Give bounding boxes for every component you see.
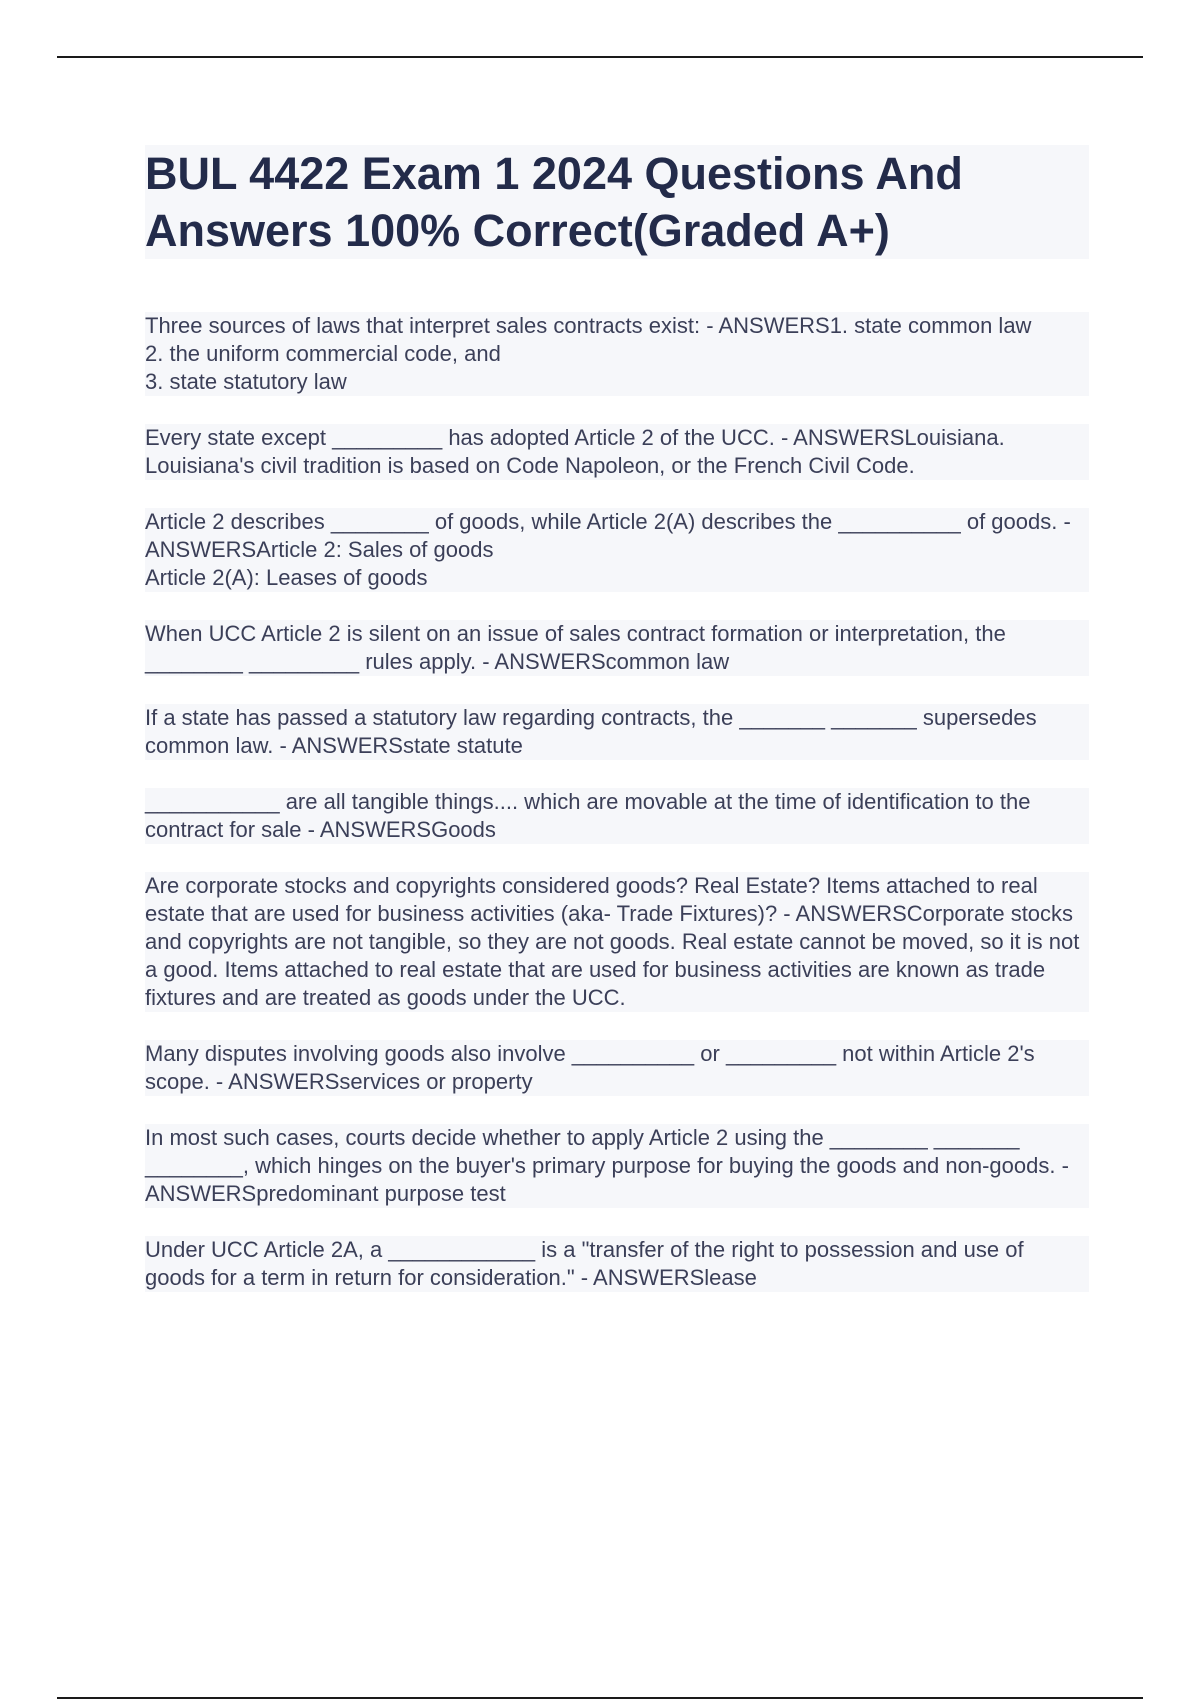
top-rule [57, 56, 1143, 58]
qa-list [145, 312, 1089, 1292]
qa-item-1: Three sources of laws that interpret sales contracts exist: - ANSWERS1. state common law 2. the uniform commercial code, and 3. state statutory law [145, 312, 1089, 396]
qa-item-8: Many disputes involving goods also involve __________ or _________ not within Article 2's scope. - ANSWERSservices or property [145, 1040, 1089, 1096]
qa-item-3: Article 2 describes ________ of goods, while Article 2(A) describes the __________ of goods. - ANSWERSArticle 2: Sales of goods Article 2(A): Leases of goods [145, 508, 1089, 592]
qa-item-7: Are corporate stocks and copyrights considered goods? Real Estate? Items attached to real estate that are used for business activities (aka- Trade Fixtures)? - ANSWERSCorporate stocks and copyrights are not tangible, so they are not goods. Real estate cannot be moved, so it is not a good. Items attached to real estate that are used for business activities are known as trade fixtures and are treated as goods under the UCC. [145, 872, 1089, 1012]
bottom-rule [57, 1697, 1143, 1699]
qa-item-4: When UCC Article 2 is silent on an issue of sales contract formation or interpretation, the ________ _________ rules apply. - ANSWERScommon law [145, 620, 1089, 676]
qa-item-9: In most such cases, courts decide whether to apply Article 2 using the ________ _______ ________, which hinges on the buyer's primary purpose for buying the goods and non-goods. - ANSWERSpredominant purpose test [145, 1124, 1089, 1208]
qa-item-2: Every state except _________ has adopted Article 2 of the UCC. - ANSWERSLouisiana. Louisiana's civil tradition is based on Code Napoleon, or the French Civil Code. [145, 424, 1089, 480]
qa-item-10: Under UCC Article 2A, a ____________ is a "transfer of the right to possession and use of goods for a term in return for consideration." - ANSWERSlease [145, 1236, 1089, 1292]
qa-item-5: If a state has passed a statutory law regarding contracts, the _______ _______ supersedes common law. - ANSWERSstate statute [145, 704, 1089, 760]
document-body [145, 145, 1089, 1320]
document-title: BUL 4422 Exam 1 2024 Questions And Answers 100% Correct(Graded A+) [145, 145, 1089, 259]
qa-item-6: ___________ are all tangible things.... which are movable at the time of identification to the contract for sale - ANSWERSGoods [145, 788, 1089, 844]
